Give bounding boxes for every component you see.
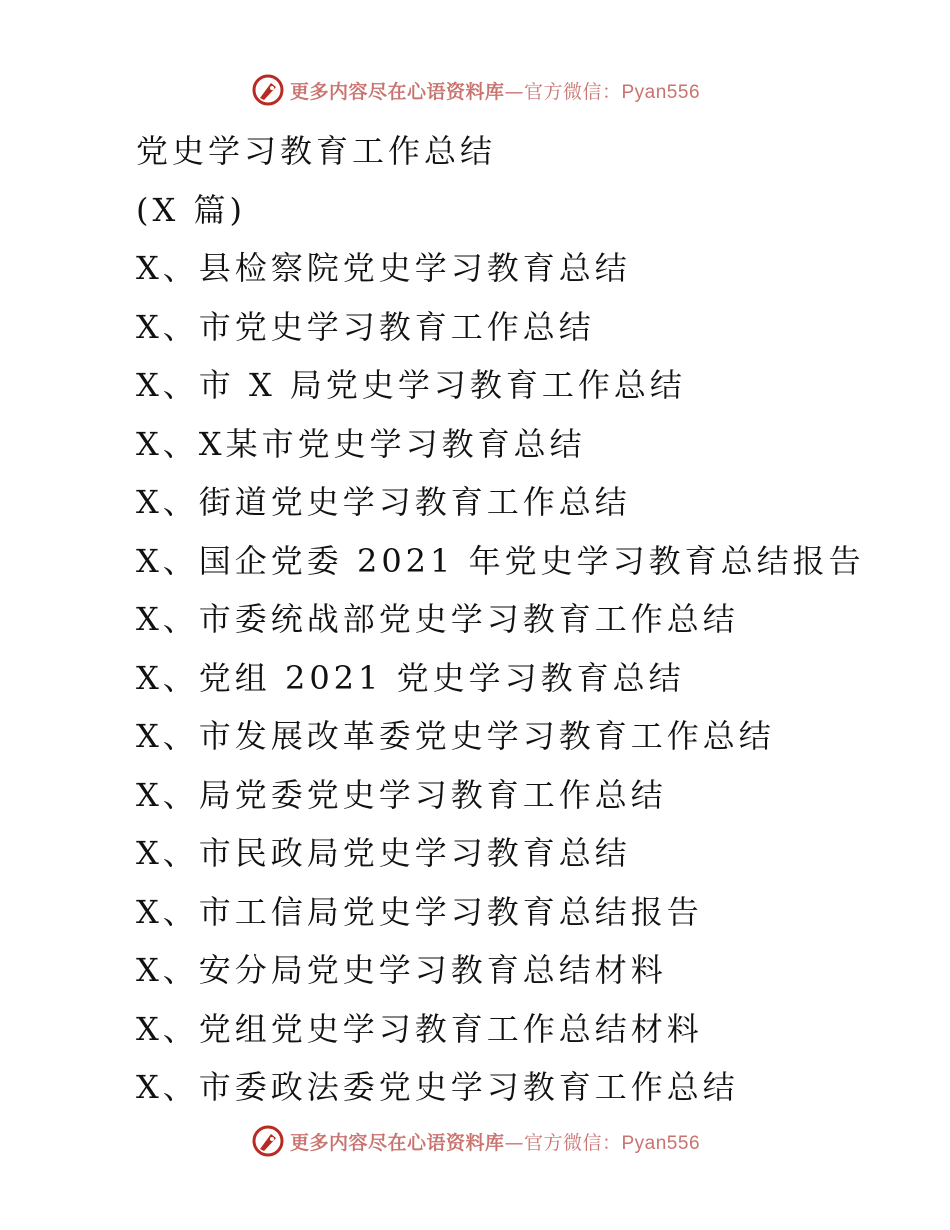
banner-text [290, 1128, 700, 1155]
banner-wechat-label: 官方微信： [523, 1131, 622, 1154]
banner-separator: — [504, 80, 524, 103]
banner-main-text: 更多内容尽在心语资料库 [289, 80, 505, 103]
document-body [136, 122, 926, 1117]
banner-main-text: 更多内容尽在心语资料库 [289, 1131, 505, 1154]
document-title: 党史学习教育工作总结 [136, 132, 497, 170]
toc-item: X、市委统战部党史学习教育工作总结 [136, 600, 739, 638]
banner-wechat-id: Pyan556 [621, 81, 701, 103]
footer-banner [0, 1121, 950, 1161]
toc-item: X、市发展改革委党史学习教育工作总结 [136, 717, 775, 755]
banner-wechat-id: Pyan556 [621, 1132, 701, 1154]
banner-text [290, 77, 700, 104]
toc-item: X、市民政局党史学习教育总结 [136, 834, 631, 872]
toc-item: X、市党史学习教育工作总结 [136, 307, 595, 346]
toc-item: X、安分局党史学习教育总结材料 [136, 951, 667, 989]
document-subtitle: (X 篇) [136, 190, 246, 229]
toc-item: X、市工信局党史学习教育总结报告 [136, 892, 703, 931]
pen-nib-logo-icon [250, 1123, 286, 1159]
toc-item: X、党组党史学习教育工作总结材料 [136, 1009, 703, 1048]
toc-item: X、市 X 局党史学习教育工作总结 [136, 366, 686, 404]
header-banner [0, 70, 950, 110]
toc-item: X、街道党史学习教育工作总结 [136, 483, 631, 521]
toc-item: X、X某市党史学习教育总结 [136, 424, 586, 463]
toc-item: X、市委政法委党史学习教育工作总结 [136, 1068, 739, 1106]
toc-item: X、局党委党史学习教育工作总结 [136, 775, 667, 814]
toc-item: X、县检察院党史学习教育总结 [136, 249, 631, 287]
toc-item: X、国企党委 2021 年党史学习教育总结报告 [136, 541, 865, 580]
banner-separator: — [504, 1131, 524, 1154]
banner-wechat-label: 官方微信： [523, 80, 622, 103]
toc-list [136, 239, 926, 1117]
pen-nib-logo-icon [250, 72, 286, 108]
toc-item: X、党组 2021 党史学习教育总结 [136, 658, 685, 697]
